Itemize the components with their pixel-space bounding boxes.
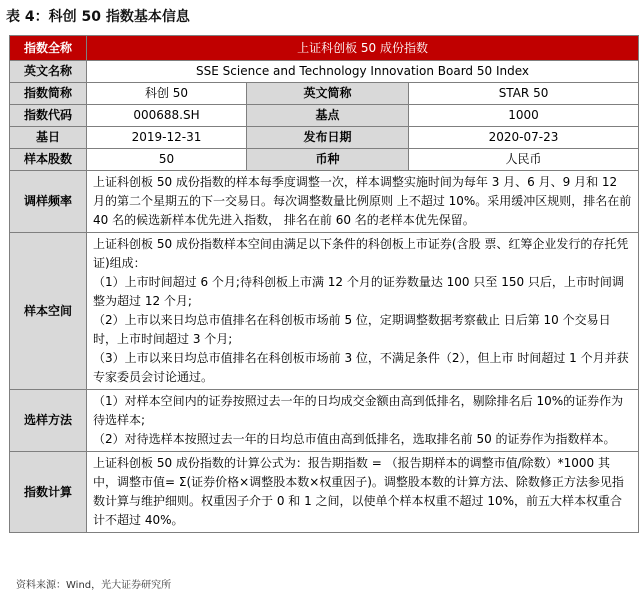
table-row — [10, 127, 639, 149]
full-name-value: 上证科创板 50 成份指数 — [87, 36, 639, 61]
base-point-value: 1000 — [409, 105, 639, 127]
currency-value: 人民币 — [409, 149, 639, 171]
currency-label: 币种 — [247, 149, 409, 171]
selection-method-item: （2）对待选样本按照过去一年的日均总市值由高到低排名，选取排名前 50 的证券作为指数样本。 — [93, 432, 616, 446]
table-row — [10, 149, 639, 171]
english-short-name-label: 英文简称 — [247, 83, 409, 105]
sample-space-intro: 上证科创板 50 成份指数样本空间由满足以下条件的科创板上市证券(含股 票、红筹企业发行的存托凭证)组成： — [93, 237, 629, 270]
english-name-label: 英文名称 — [10, 61, 87, 83]
rebalance-frequency-label: 调样频率 — [10, 171, 87, 233]
selection-method-item: （1）对样本空间内的证券按照过去一年的日均成交金额由高到低排名，剔除排名后 10%的证券作为待选样本; — [93, 394, 624, 427]
source-note: 资料来源：Wind，光大证券研究所 — [16, 580, 172, 591]
table-row — [10, 452, 639, 533]
rebalance-frequency-text: 上证科创板 50 成份指数的样本每季度调整一次，样本调整实施时间为每年 3 月、6 月、9 月和 12 月的第二个星期五的下一交易日。每次调整数量比例原则 上不超过 10%。采用缓冲区规则，排名在前 40 名的候选新样本优先进入指数， 排名在前 60 名的老样本优先保留。 — [87, 171, 639, 233]
english-name-value: SSE Science and Technology Innovation Board 50 Index — [87, 61, 639, 83]
base-date-label: 基日 — [10, 127, 87, 149]
sample-space-text — [87, 233, 639, 390]
table-row — [10, 61, 639, 83]
sample-space-item: （2）上市以来日均总市值排名在科创板市场前 5 位，定期调整数据考察截止 日后第 10 个交易日时，上市时间超过 3 个月; — [93, 313, 611, 346]
table-header-row — [10, 36, 639, 61]
index-calculation-text: 上证科创板 50 成份指数的计算公式为：报告期指数 = （报告期样本的调整市值/除数）*1000 其中，调整市值= Σ(证券价格×调整股本数×权重因子)。调整股本数的计算方法、除数修正方法参见指数计算与维护细则。权重因子介于 0 和 1 之间，以使单个样本权重不超过 10%，前五大样本权重合计不超过 40%。 — [87, 452, 639, 533]
base-date-value: 2019-12-31 — [87, 127, 247, 149]
selection-method-text — [87, 390, 639, 452]
table-row — [10, 390, 639, 452]
english-short-name-value: STAR 50 — [409, 83, 639, 105]
short-name-label: 指数简称 — [10, 83, 87, 105]
release-date-label: 发布日期 — [247, 127, 409, 149]
short-name-value: 科创 50 — [87, 83, 247, 105]
index-calculation-label: 指数计算 — [10, 452, 87, 533]
selection-method-label: 选样方法 — [10, 390, 87, 452]
table-row — [10, 171, 639, 233]
table-row — [10, 83, 639, 105]
index-code-value: 000688.SH — [87, 105, 247, 127]
base-point-label: 基点 — [247, 105, 409, 127]
table-row — [10, 233, 639, 390]
index-info-table — [9, 35, 639, 533]
sample-count-value: 50 — [87, 149, 247, 171]
table-row — [10, 105, 639, 127]
release-date-value: 2020-07-23 — [409, 127, 639, 149]
sample-space-label: 样本空间 — [10, 233, 87, 390]
sample-count-label: 样本股数 — [10, 149, 87, 171]
full-name-label: 指数全称 — [10, 36, 87, 61]
sample-space-item: （3）上市以来日均总市值排名在科创板市场前 3 位，不满足条件（2），但上市 时间超过 1 个月并获专家委员会讨论通过。 — [93, 351, 629, 384]
index-code-label: 指数代码 — [10, 105, 87, 127]
sample-space-item: （1）上市时间超过 6 个月;待科创板上市满 12 个月的证券数量达 100 只至 150 只后，上市时间调整为超过 12 个月; — [93, 275, 624, 308]
table-caption: 表 4：科创 50 指数基本信息 — [6, 9, 190, 25]
